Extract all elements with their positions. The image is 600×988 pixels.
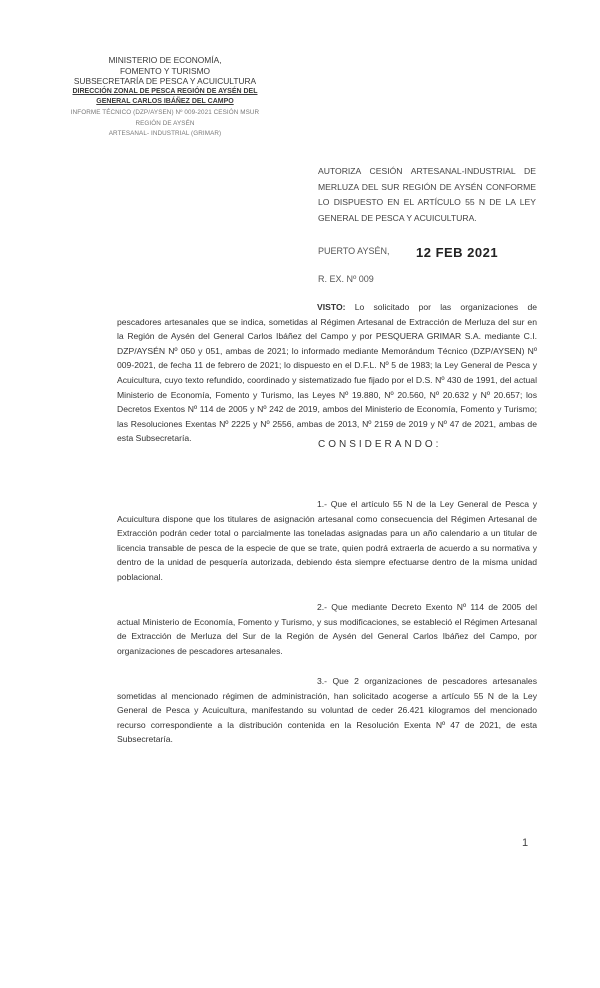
report-reference-line: INFORME TÉCNICO (DZP/AYSEN) Nº 009-2021 CESIÓN MSUR [70,108,260,116]
visto-paragraph [117,300,537,446]
visto-label: VISTO: [317,302,346,312]
resolution-number: R. EX. Nº 009 [318,274,374,284]
considerando-heading: CONSIDERANDO: [318,439,442,450]
zonal-direction-line-2: GENERAL CARLOS IBÁÑEZ DEL CAMPO [96,98,234,106]
report-region-line: REGIÓN DE AYSÉN [135,119,195,127]
letterhead [60,55,270,140]
considerando-paragraph-2: 2.- Que mediante Decreto Exento Nº 114 de 2005 del actual Ministerio de Economía, Fomento y Turismo, y sus modificaciones, se estableció el Régimen Artesanal de Extracción de Merluza del Sur de la Región de Aysén del General Carlos Ibáñez del Campo, por organizaciones de pescadores artesanales. [117,602,537,656]
place-label: PUERTO AYSÉN, [318,246,390,256]
visto-text: Lo solicitado por las organizaciones de pescadores artesanales que se indica, sometidas al Régimen Artesanal de Extracción de Merluza del sur en la Región de Aysén del General Carlos Ibáñez del Campo y por PESQUERA GRIMAR S.A. mediante C.I. DZP/AYSÉN Nº 050 y 051, ambas de 2021; lo informado mediante Memorándum Técnico (DZP/AYSEN) Nº 009-2021, de fecha 11 de febrero de 2021; lo dispuesto en el D.F.L. Nº 5 de 1983; la Ley General de Pesca y Acuicultura, cuyo texto refundido, coordinado y sistematizado fue fijado por el D.S. Nº 430 de 1991, del actual Ministerio de Economía, Fomento y Turismo, las Leyes Nº 19.880, Nº 20.560, Nº 20.632 y Nº 20.657; los Decretos Exentos Nº 114 de 2005 y Nº 242 de 2019, ambos del Ministerio de Economía, Fomento y Turismo; las Resoluciones Exentas Nº 2225 y Nº 2556, ambas de 2013, Nº 2159 de 2019 y Nº 47 de 2021, ambas de esta Subsecretaría. [117,302,537,444]
date-stamp: 12 FEB 2021 [416,245,499,260]
considerando-paragraph-3: 3.- Que 2 organizaciones de pescadores artesanales sometidas al mencionado régimen de administración, han solicitado acogerse a artículo 55 N de la Ley General de Pesca y Acuicultura, manifestando su voluntad de ceder 26.421 kilogramos del mencionado recurso correspondiente a la distribución contenida en la Resolución Exenta Nº 47 de 2021, de esta Subsecretaría. [117,676,537,745]
page-number: 1 [522,837,529,849]
ministry-line-2: FOMENTO Y TURISMO [119,65,211,76]
ministry-line: MINISTERIO DE ECONOMÍA, [108,55,222,65]
zonal-direction-line: DIRECCIÓN ZONAL DE PESCA REGIÓN DE AYSÉN DEL [72,87,258,95]
report-type-line: ARTESANAL- INDUSTRIAL (GRIMAR) [108,130,222,138]
considerando-paragraph-1: 1.- Que el artículo 55 N de la Ley General de Pesca y Acuicultura dispone que los titulares de asignación artesanal como consecuencia del Régimen Artesanal de Extracción podrán ceder total o parcialmente las toneladas asignadas para un año calendario a un titular de licencia transable de pesca de la especie de que se trate, quien podrá extraerla de acuerdo a su normativa y dentro de la unidad de pesquería autorizada, debiendo ésta siempre efectuarse dentro de la misma unidad poblacional. [117,499,537,582]
subsecretary-line: SUBSECRETARÍA DE PESCA Y ACUICULTURA [73,76,257,87]
resolution-title: AUTORIZA CESIÓN ARTESANAL-INDUSTRIAL DE MERLUZA DEL SUR REGIÓN DE AYSÉN CONFORME LO DISPUESTO EN EL ARTÍCULO 55 N DE LA LEY GENERAL DE PESCA Y ACUICULTURA. [318,166,536,223]
